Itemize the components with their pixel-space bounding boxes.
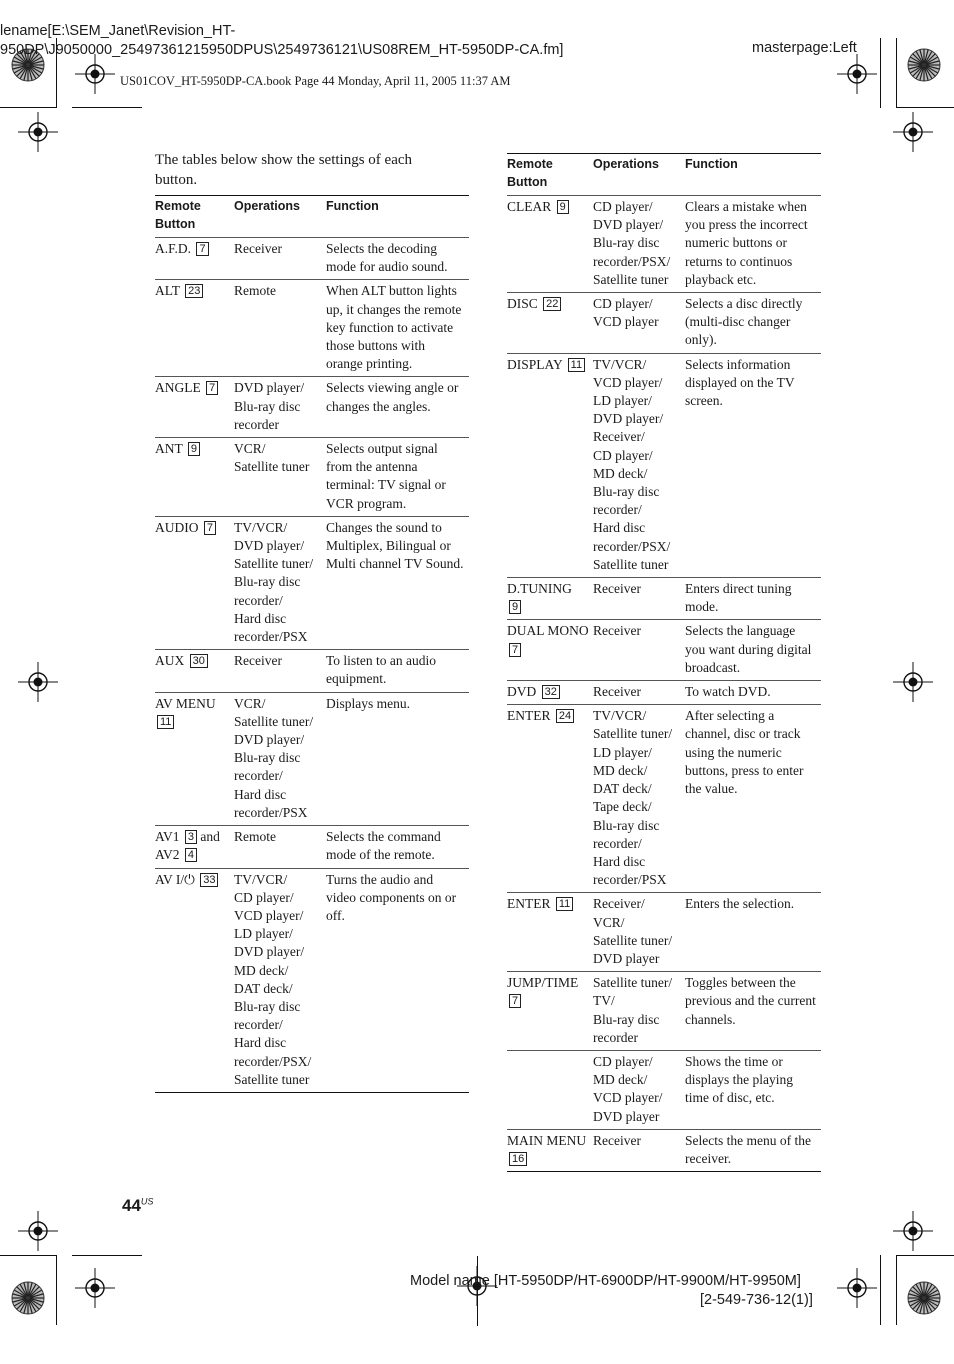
crop-mark-line: [896, 107, 954, 108]
operation-line: DVD player/: [593, 411, 664, 427]
table-header-row: [507, 154, 821, 196]
remote-button-cell: [155, 238, 234, 280]
function-cell: Enters direct tuning mode.: [685, 578, 821, 620]
button-key-number: 11: [556, 897, 573, 911]
button-name: DISPLAY: [507, 356, 563, 372]
operation-line: Satellite tuner/: [234, 713, 314, 729]
operation-line: VCR/: [234, 695, 266, 711]
operation-line: Satellite tuner: [593, 556, 669, 572]
operation-line: CD player/: [234, 889, 294, 905]
operation-line: recorder/: [234, 768, 283, 784]
operation-line: DVD player/: [234, 380, 305, 396]
button-key-number: 3: [185, 830, 197, 844]
book-info-header: US01COV_HT-5950DP-CA.book Page 44 Monday, April 11, 2005 11:37 AM: [120, 74, 511, 88]
crop-mark-line: [477, 1256, 478, 1326]
part-code-footer: [2-549-736-12(1)]: [700, 1292, 813, 1308]
table-row: [507, 1050, 821, 1129]
function-cell: Selects viewing angle or changes the angles.: [326, 377, 469, 438]
operation-line: Satellite tuner/: [593, 932, 673, 948]
operation-line: Hard disc: [593, 520, 646, 536]
operations-cell: [593, 972, 685, 1051]
operation-line: Hard disc: [234, 786, 287, 802]
operation-line: VCR/: [593, 914, 625, 930]
operation-line: LD player/: [593, 393, 652, 409]
button-name: ALT: [155, 283, 180, 299]
registration-target-icon: [18, 662, 58, 702]
registration-target-icon: [75, 1268, 115, 1308]
operation-line: Remote: [234, 829, 276, 845]
button-key-number: 4: [185, 848, 197, 862]
button-name: AUDIO: [155, 519, 199, 535]
operations-cell: [234, 238, 326, 280]
operations-cell: [593, 293, 685, 354]
operation-line: Blu-ray disc: [593, 484, 660, 500]
operation-line: Satellite tuner/: [234, 556, 314, 572]
page-number-value: 44: [122, 1196, 141, 1215]
remote-button-cell: [507, 293, 593, 354]
operation-line: recorder: [234, 416, 279, 432]
settings-table-right: [507, 153, 821, 1172]
crop-mark-line: [896, 1255, 954, 1256]
table-row: [155, 826, 469, 868]
operation-line: TV/VCR/: [234, 871, 288, 887]
operations-cell: [234, 280, 326, 377]
function-cell: Selects the decoding mode for audio sound.: [326, 238, 469, 280]
operation-line: DAT deck/: [234, 980, 293, 996]
registration-target-icon: [893, 112, 933, 152]
operation-line: TV/VCR/: [593, 708, 647, 724]
function-cell: Changes the sound to Multiplex, Bilingual or Multi channel TV Sound.: [326, 516, 469, 649]
operations-cell: [593, 681, 685, 705]
table-row: [507, 353, 821, 577]
operation-line: DVD player: [593, 950, 660, 966]
operations-cell: [234, 692, 326, 825]
operation-line: TV/VCR/: [234, 519, 288, 535]
function-cell: Clears a mistake when you press the incorrect numeric buttons or returns to continuos playback etc.: [685, 196, 821, 293]
function-cell: Selects the language you want during digital broadcast.: [685, 620, 821, 681]
function-cell: To listen to an audio equipment.: [326, 650, 469, 692]
operations-cell: [593, 196, 685, 293]
operation-line: Satellite tuner: [234, 1071, 310, 1087]
operation-line: CD player/: [593, 296, 653, 312]
operation-line: Blu-ray disc: [593, 235, 660, 251]
operations-cell: [234, 868, 326, 1092]
table-row: [507, 972, 821, 1051]
function-cell: Selects information displayed on the TV screen.: [685, 353, 821, 577]
table-row: [155, 438, 469, 517]
col-header-function: Function: [326, 196, 469, 238]
registration-target-icon: [837, 54, 877, 94]
button-name: DUAL MONO: [507, 623, 589, 639]
function-cell: When ALT button lights up, it changes the remote key function to activate those buttons with orange printing.: [326, 280, 469, 377]
table-row: [155, 280, 469, 377]
remote-button-cell: [507, 1129, 593, 1171]
function-cell: Turns the audio and video components on or off.: [326, 868, 469, 1092]
remote-button-cell: [155, 868, 234, 1092]
button-key-number: 33: [200, 873, 218, 887]
button-key-number: 22: [543, 297, 561, 311]
button-key-number: 7: [204, 521, 216, 535]
color-wheel-icon: [11, 1281, 45, 1315]
crop-mark-line: [72, 1255, 142, 1256]
operation-line: Satellite tuner: [593, 271, 669, 287]
operation-line: VCD player: [593, 314, 659, 330]
crop-mark-line: [880, 38, 881, 108]
operation-line: VCD player/: [593, 374, 663, 390]
remote-button-cell: [155, 280, 234, 377]
remote-button-cell: [155, 377, 234, 438]
button-key-number: 11: [568, 358, 585, 372]
operation-line: DVD player/: [593, 217, 664, 233]
crop-mark-line: [72, 107, 142, 108]
button-key-number: 9: [188, 442, 200, 456]
registration-target-icon: [893, 662, 933, 702]
operation-line: recorder: [593, 1029, 638, 1045]
operations-cell: [234, 516, 326, 649]
operation-line: CD player/: [593, 199, 653, 214]
button-name: CLEAR: [507, 199, 552, 214]
button-name: ENTER: [507, 708, 551, 724]
operation-line: DVD player/: [234, 944, 305, 960]
operation-line: Blu-ray disc: [234, 998, 301, 1014]
operations-cell: [593, 705, 685, 893]
button-name: ANT: [155, 441, 183, 457]
operations-cell: [593, 353, 685, 577]
table-header-row: [155, 196, 469, 238]
button-name: DVD: [507, 684, 537, 700]
crop-mark-line: [896, 1255, 897, 1325]
button-key-number: 30: [190, 654, 208, 668]
button-key-number: 7: [196, 242, 208, 256]
table-row: [507, 293, 821, 354]
settings-table-left: [155, 195, 469, 1093]
operation-line: Receiver: [593, 1132, 641, 1148]
remote-button-cell: [155, 650, 234, 692]
remote-button-cell: [507, 196, 593, 293]
operation-line: Receiver: [234, 241, 282, 256]
col-header-operations: Operations: [593, 154, 685, 196]
table-row: [507, 620, 821, 681]
crop-mark-line: [880, 1255, 881, 1325]
operation-line: recorder/PSX/: [234, 1053, 312, 1069]
function-cell: To watch DVD.: [685, 681, 821, 705]
operation-line: Satellite tuner/: [593, 975, 673, 991]
remote-button-cell: [507, 705, 593, 893]
button-key-number: 16: [509, 1152, 527, 1166]
remote-button-cell: [155, 826, 234, 868]
table-row: [507, 1129, 821, 1171]
operations-cell: [593, 1050, 685, 1129]
button-key-number: 7: [509, 994, 521, 1008]
remote-button-cell: [507, 620, 593, 681]
operations-cell: [234, 650, 326, 692]
model-name-footer: Model name [HT-5950DP/HT-6900DP/HT-9900M/HT-9950M]: [410, 1273, 801, 1289]
masterpage-label: masterpage:Left: [752, 40, 857, 56]
table-row: [507, 705, 821, 893]
remote-button-cell: [155, 438, 234, 517]
operation-line: Hard disc: [234, 610, 287, 626]
registration-target-icon: [837, 1268, 877, 1308]
button-name: MAIN MENU: [507, 1132, 587, 1148]
operation-line: MD deck/: [593, 465, 648, 481]
remote-button-cell: [507, 972, 593, 1051]
operation-line: recorder/PSX: [593, 872, 667, 888]
operation-line: Blu-ray disc: [234, 574, 301, 590]
operation-line: recorder/: [234, 592, 283, 608]
function-cell: Displays menu.: [326, 692, 469, 825]
button-name: A.F.D.: [155, 241, 192, 256]
operation-line: recorder/: [234, 1017, 283, 1033]
operation-line: DVD player/: [234, 538, 305, 554]
operation-line: Hard disc: [593, 853, 646, 869]
operation-line: Receiver: [593, 623, 641, 639]
operations-cell: [234, 438, 326, 517]
operation-line: LD player/: [234, 926, 293, 942]
button-key-number: 23: [185, 284, 203, 298]
registration-target-icon: [18, 1211, 58, 1251]
crop-mark-line: [0, 107, 56, 108]
remote-button-cell: [507, 353, 593, 577]
color-wheel-icon: [907, 1281, 941, 1315]
remote-button-cell: [155, 692, 234, 825]
button-name: AV MENU: [155, 695, 216, 711]
operation-line: Receiver: [234, 653, 282, 669]
operation-line: recorder/: [593, 835, 642, 851]
remote-button-cell: [507, 1050, 593, 1129]
registration-target-icon: [893, 1211, 933, 1251]
table-row: [507, 681, 821, 705]
operation-line: VCD player/: [234, 907, 304, 923]
operation-line: Blu-ray disc: [234, 398, 301, 414]
operation-line: TV/: [593, 993, 615, 1009]
operation-line: Hard disc: [234, 1035, 287, 1051]
table-row: [155, 868, 469, 1092]
col-header-button: Remote Button: [507, 154, 593, 196]
page-number: [122, 1196, 153, 1216]
operation-line: Receiver/: [593, 896, 645, 912]
operation-line: Tape deck/: [593, 799, 652, 815]
operation-line: recorder/PSX/: [593, 253, 671, 269]
button-name: AV I/⏻: [155, 871, 195, 887]
button-key-number: 9: [557, 200, 569, 214]
button-name: JUMP/TIME: [507, 975, 579, 991]
operation-line: DVD player/: [234, 732, 305, 748]
intro-text: The tables below show the settings of each button.: [155, 152, 413, 188]
operations-cell: [593, 1129, 685, 1171]
operation-line: recorder/PSX/: [593, 538, 671, 554]
table-row: [155, 650, 469, 692]
operation-line: Receiver: [593, 684, 641, 700]
registration-target-icon: [18, 112, 58, 152]
crop-mark-line: [0, 1255, 56, 1256]
button-name: D.TUNING: [507, 581, 572, 597]
operation-line: Receiver/: [593, 429, 645, 445]
function-cell: Selects a disc directly (multi-disc changer only).: [685, 293, 821, 354]
button-key-number: 7: [509, 643, 521, 657]
button-name: AV1: [155, 829, 180, 845]
operation-line: MD deck/: [593, 762, 648, 778]
table-row: [507, 893, 821, 972]
operation-line: recorder/: [593, 502, 642, 518]
operation-line: Blu-ray disc: [234, 750, 301, 766]
crop-mark-line: [56, 1255, 57, 1325]
operations-cell: [593, 620, 685, 681]
button-key-number: 24: [556, 709, 574, 723]
button-name: DISC: [507, 296, 538, 312]
operation-line: Receiver: [593, 581, 641, 597]
button-key-number: 11: [157, 715, 174, 729]
operation-line: MD deck/: [234, 962, 289, 978]
function-cell: Selects output signal from the antenna terminal: TV signal or VCR program.: [326, 438, 469, 517]
operation-line: MD deck/: [593, 1072, 648, 1088]
operation-line: TV/VCR/: [593, 356, 647, 372]
function-cell: Selects the menu of the receiver.: [685, 1129, 821, 1171]
function-cell: Enters the selection.: [685, 893, 821, 972]
color-wheel-icon: [907, 48, 941, 82]
button-name: ENTER: [507, 896, 551, 912]
button-key-number: 32: [542, 685, 560, 699]
operation-line: Satellite tuner: [234, 459, 310, 475]
operation-line: recorder/PSX: [234, 629, 308, 645]
table-row: [507, 196, 821, 293]
operation-line: DAT deck/: [593, 781, 652, 797]
col-header-function: Function: [685, 154, 821, 196]
remote-button-cell: [507, 893, 593, 972]
operation-line: Satellite tuner/: [593, 726, 673, 742]
remote-button-cell: [507, 681, 593, 705]
operation-line: recorder/PSX: [234, 804, 308, 820]
remote-button-cell: [155, 516, 234, 649]
operation-line: Blu-ray disc: [593, 1011, 660, 1027]
operations-cell: [234, 826, 326, 868]
button-key-number: 9: [509, 600, 521, 614]
remote-button-cell: [507, 578, 593, 620]
operation-line: LD player/: [593, 744, 652, 760]
function-cell: Shows the time or displays the playing time of disc, etc.: [685, 1050, 821, 1129]
operations-cell: [593, 893, 685, 972]
button-name: AUX: [155, 653, 185, 669]
table-row: [507, 578, 821, 620]
table-row: [155, 516, 469, 649]
button-name-secondary: and AV2: [155, 829, 220, 863]
button-name: ANGLE: [155, 380, 201, 396]
operation-line: CD player/: [593, 447, 653, 463]
function-cell: Selects the command mode of the remote.: [326, 826, 469, 868]
operation-line: VCR/: [234, 441, 266, 457]
page-number-suffix: US: [140, 1196, 154, 1207]
function-cell: Toggles between the previous and the current channels.: [685, 972, 821, 1051]
file-path-header: lename[E:\SEM_Janet\Revision_HT- 950DP\J9050000_25497361215950DPUS\2549736121\US08REM_HT-5950DP-CA.fm]: [0, 23, 564, 58]
col-header-button: Remote Button: [155, 196, 234, 238]
button-key-number: 7: [206, 381, 218, 395]
operation-line: DVD player: [593, 1108, 660, 1124]
registration-target-icon: [75, 54, 115, 94]
crop-mark-line: [896, 38, 897, 108]
col-header-operations: Operations: [234, 196, 326, 238]
function-cell: After selecting a channel, disc or track using the numeric buttons, press to enter the value.: [685, 705, 821, 893]
table-row: [155, 692, 469, 825]
operation-line: CD player/: [593, 1053, 653, 1069]
table-row: [155, 238, 469, 280]
table-row: [155, 377, 469, 438]
operations-cell: [593, 578, 685, 620]
operations-cell: [234, 377, 326, 438]
operation-line: Remote: [234, 283, 276, 299]
operation-line: VCD player/: [593, 1090, 663, 1106]
operation-line: Blu-ray disc: [593, 817, 660, 833]
